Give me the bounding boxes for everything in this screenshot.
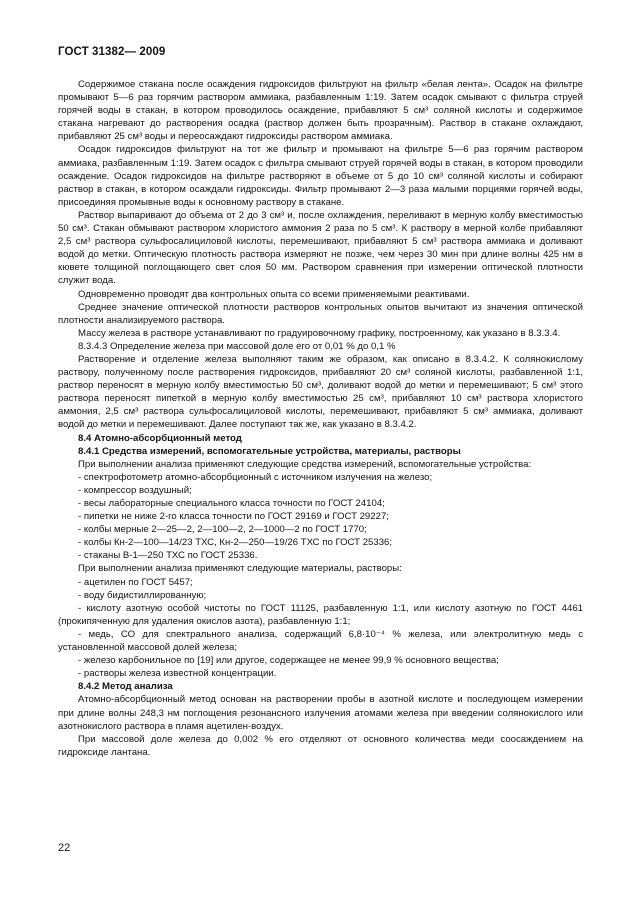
list-item: - пипетки не ниже 2-го класса точности по ГОСТ 29169 и ГОСТ 29227;	[78, 511, 389, 523]
section-heading: 8.4.2 Метод анализа	[78, 681, 173, 693]
list-item: - колбы Кн-2—100—14/23 ТХС, Кн-2—250—19/26 ТХС по ГОСТ 25336;	[78, 537, 393, 549]
paragraph: Среднее значение оптической плотности растворов контрольных опытов вычитают из значения оптической плотности анализируемого раствора.	[58, 301, 583, 326]
list-item: - компрессор воздушный;	[78, 484, 192, 496]
list-item: - медь, СО для спектрального анализа, содержащий 6,8·10⁻⁴ % железа, или электролитную медь с установленной массовой долей железа;	[58, 628, 583, 654]
list-item: - кислоту азотную особой чистоты по ГОСТ 11125, разбавленную 1:1, или кислоту азотную по ГОСТ 4461 (прокипяченную для удаления окислов азота), разбавленную 1:1;	[58, 602, 583, 627]
section-heading: 8.4 Атомно-абсорбционный метод	[78, 432, 242, 444]
page-number: 22	[58, 842, 71, 854]
paragraph: Раствор выпаривают до объема от 2 до 3 см³ и, после охлаждения, переливают в мерную колбу вместимостью 50 см³. Стакан обмывают раствором хлористого аммония 2 раза по 5 см³. К раствору в мерной колбе прибавляют 2,5 см³ раствора сульфосалициловой кислоты, перемешивают, прибавляют 5 см³ раствора аммиака и доливают водой до метки. Оптическую плотность раствора измеряют не позже, чем через 30 мин при длине волны 425 нм в кювете толщиной поглощающего свет слоя 50 мм. Раствором сравнения при измерении оптической плотности служит вода.	[58, 209, 583, 287]
list-item: - ацетилен по ГОСТ 5457;	[78, 576, 193, 588]
paragraph: Содержимое стакана после осаждения гидроксидов фильтруют на фильтр «белая лента». Осадок на фильтре промывают 5—6 раз горячим раствором аммиака, разбавленным 1:19. Затем осадок смывают с фильтра струей горячей воды в стакан, в котором проводилось осаждение, прибавляют 5 см³ соляной кислоты и содержимое стакана нагревают до растворения осадка (раствор должен быть прозрачным). Раствор в стакане охлаждают, прибавляют 25 см³ воды и переосаждают гидроксиды раствором аммиака.	[58, 79, 583, 143]
paragraph: При массовой доле железа до 0,002 % его отделяют от основного количества меди соосаждением на гидроксиде лантана.	[58, 733, 583, 758]
list-item: - воду бидистиллированную;	[78, 589, 207, 601]
section-heading: 8.3.4.3 Определение железа при массовой доле его от 0,01 % до 0,1 %	[78, 340, 396, 352]
list-item: - железо карбонильное по [19] или другое, содержащее не менее 99,9 % основного вещества;	[78, 655, 499, 667]
paragraph: При выполнении анализа применяют следующие средства измерений, вспомогательные устройства:	[78, 458, 532, 470]
list-item: - весы лабораторные специального класса точности по ГОСТ 24104;	[78, 498, 385, 509]
paragraph: Растворение и отделение железа выполняют таким же образом, как описано в 8.3.4.2. К солянокислому раствору, полученному после растворения гидроксидов, прибавляют 20 см³ соляной кислоты, разбавленной 1:1, раствор переносят в мерную колбу вместимостью 50 см³, доливают водой до метки и перемешивают; 5 см³ этого раствора переносят пипеткой в мерную колбу вместимостью 25 см³, прибавляют 10 см³ раствора хлористого аммония, 2,5 см³ раствора сульфосалициловой кислоты, перемешивают, прибавляют 5 см³ аммиака, доливают водой до метки и перемешивают. Далее поступают так же, как указано в 8.3.4.2.	[58, 353, 583, 431]
section-heading: 8.4.1 Средства измерений, вспомогательные устройства, материалы, растворы	[78, 445, 461, 457]
paragraph: Атомно-абсорбционный метод основан на растворении пробы в азотной кислоте и последующем измерении при длине волны 248,3 нм поглощения резонансного излучения атомами железа при введении солянокислого или азотнокислого раствора в пламя ацетилен-воздух.	[58, 694, 583, 732]
paragraph: Массу железа в растворе устанавливают по градуировочному графику, построенному, как указано в 8.3.3.4.	[78, 327, 561, 339]
paragraph: Осадок гидроксидов фильтруют на тот же фильтр и промывают на фильтре 5—6 раз горячим раствором аммиака, разбавленным 1:19. Затем осадок с фильтра смывают струей горячей воды в стакан, в котором проводили осаждение. Осадок гидроксидов на фильтре растворяют в объеме от 5 до 10 см³ соляной кислоты и собирают раствор в стакан, в котором осаждали гидроксиды. Фильтр промывают 2—3 раза малыми порциями горячей воды, присоединяя промывные воды к основному раствору в стакане.	[58, 144, 583, 208]
document-body	[58, 78, 583, 759]
list-item: - колбы мерные 2—25—2, 2—100—2, 2—1000—2 по ГОСТ 1770;	[78, 524, 367, 536]
list-item: - растворы железа известной концентрации.	[78, 668, 277, 680]
list-item: - спектрофотометр атомно-абсорбционный с источником излучения на железо;	[78, 471, 433, 483]
page-header: ГОСТ 31382— 2009	[58, 46, 166, 58]
paragraph: Одновременно проводят два контрольных опыта со всеми применяемыми реактивами.	[78, 288, 470, 300]
list-item: - стаканы В-1—250 ТХС по ГОСТ 25336.	[78, 550, 258, 562]
paragraph: При выполнении анализа применяют следующие материалы, растворы:	[78, 563, 402, 575]
